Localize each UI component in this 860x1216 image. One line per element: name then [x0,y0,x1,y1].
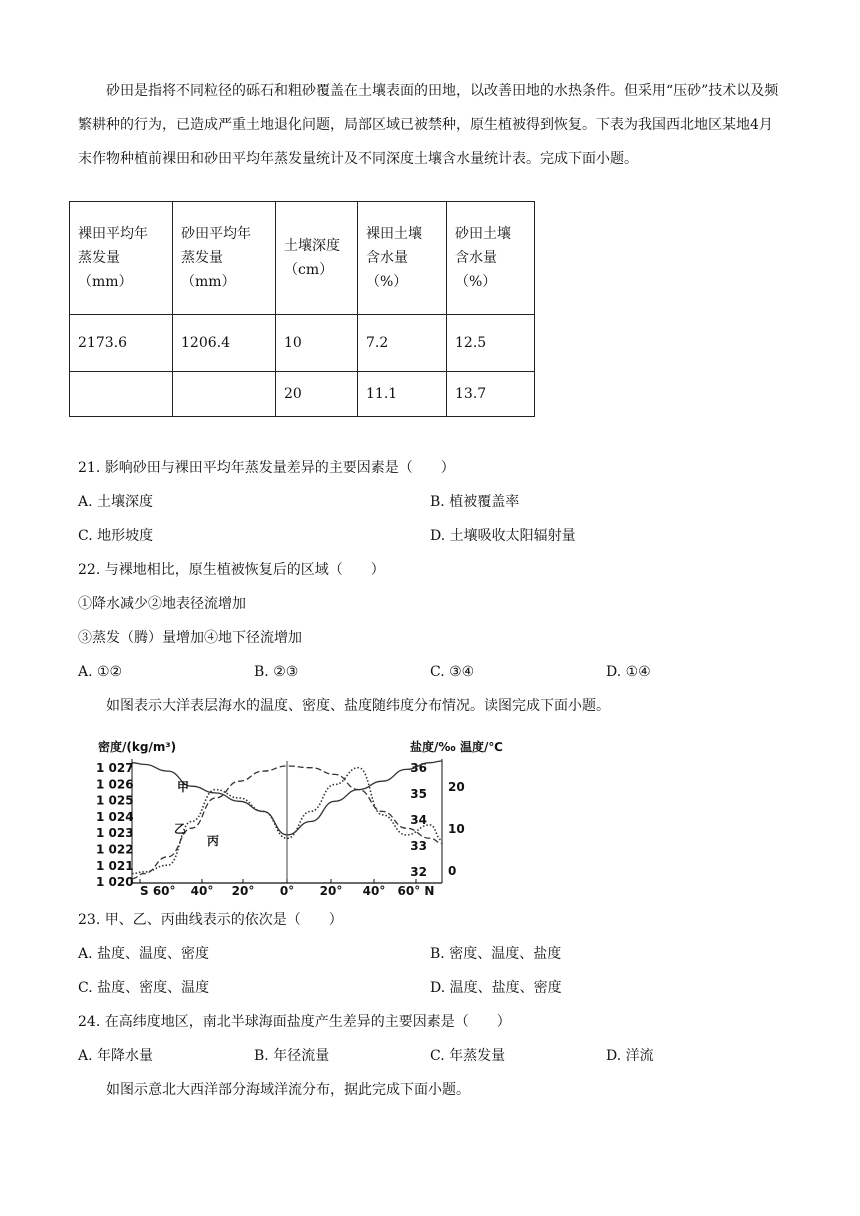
salinity-tick-label: 34 [410,813,427,827]
table-cell: 12.5 [447,315,535,372]
question-22-stem: 22. 与裸地相比，原生植被恢复后的区域（ ） [78,562,385,578]
question-21-option-b[interactable]: B. 植被覆盖率 [430,494,520,510]
passage-intro-text: 砂田是指将不同粒径的砾石和粗砂覆盖在土壤表面的田地，以改善田地的水热条件。但采用“压砂”技术以及频繁耕种的行为，已造成严重土地退化问题，局部区域已被禁种，原生植被得到恢复。下表为我国西北地区某地4月末作物种植前裸田和砂田平均年蒸发量统计及不同深度土壤含水量统计表。完成下面小题。 [78,83,779,167]
table-header-cell: 砂田平均年 蒸发量（mm） [173,202,276,315]
passage-intro [78,74,784,176]
question-22-line-2: ③蒸发（腾）量增加④地下径流增加 [78,630,302,646]
question-23-option-c[interactable]: C. 盐度、密度、温度 [78,980,210,996]
table-cell: 13.7 [447,372,535,417]
density-tick-label: 1 025 [96,793,134,808]
x-tick-label: 40° [362,884,386,898]
series-label-bing: 丙 [207,834,220,848]
table-cell: 7.2 [358,315,447,372]
salinity-tick-label: 35 [410,787,427,801]
table-cell [70,372,173,417]
temperature-axis-label: 温度/℃ [460,740,503,754]
table-cell: 1206.4 [173,315,276,372]
table-cell: 10 [276,315,358,372]
density-tick-label: 1 026 [96,777,134,792]
question-21-option-c[interactable]: C. 地形坡度 [78,528,154,544]
density-axis-label: 密度/(kg/m³) [98,740,177,754]
temperature-tick-label: 0 [448,864,457,878]
question-21-stem: 21. 影响砂田与裸田平均年蒸发量差异的主要因素是（ ） [78,460,455,476]
question-23-option-d[interactable]: D. 温度、盐度、密度 [430,980,562,996]
question-24-option-c[interactable]: C. 年蒸发量 [430,1048,506,1064]
series-label-jia: 甲 [177,780,190,794]
table-cell: 2173.6 [70,315,173,372]
question-24-option-a[interactable]: A. 年降水量 [78,1048,154,1064]
x-tick-label: 40° [190,884,214,898]
density-tick-label: 1 020 [96,875,134,890]
question-21-option-a[interactable]: A. 土壤深度 [78,494,154,510]
table-header-cell: 裸田土壤 含水量 （%） [358,202,447,315]
salinity-tick-label: 33 [410,839,427,853]
chart-intro: 如图表示大洋表层海水的温度、密度、盐度随纬度分布情况。读图完成下面小题。 [106,698,610,714]
question-24-stem: 24. 在高纬度地区，南北半球海面盐度产生差异的主要因素是（ ） [78,1014,511,1030]
salinity-tick-label: 32 [410,865,427,879]
question-21-option-d[interactable]: D. 土壤吸收太阳辐射量 [430,528,576,544]
question-23-stem: 23. 甲、乙、丙曲线表示的依次是（ ） [78,912,343,928]
question-24-option-b[interactable]: B. 年径流量 [254,1048,330,1064]
density-tick-label: 1 024 [96,809,134,824]
density-tick-label: 1 022 [96,842,134,857]
x-tick-label: S 60° [140,884,176,898]
temperature-tick-label: 20 [448,780,465,794]
x-tick-label: 20° [319,884,343,898]
x-tick-label: 0° [279,884,295,898]
x-tick-label: 20° [231,884,255,898]
salinity-axis-label: 盐度/‰ [410,740,456,754]
table-cell: 11.1 [358,372,447,417]
series-label-yi: 乙 [174,822,187,836]
table-header-cell: 裸田平均年 蒸发量（mm） [70,202,173,315]
question-22-option-a[interactable]: A. ①② [78,664,123,680]
table-cell [173,372,276,417]
density-tick-label: 1 021 [96,858,134,873]
density-tick-label: 1 027 [96,761,134,775]
x-tick-label: 60° N [397,884,435,898]
question-22-option-d[interactable]: D. ①④ [606,664,651,680]
table-cell: 20 [276,372,358,417]
table-row [70,372,535,417]
table-row [70,315,535,372]
question-23-option-a[interactable]: A. 盐度、温度、密度 [78,946,210,962]
question-22-option-c[interactable]: C. ③④ [430,664,475,680]
table-header-cell: 砂田土壤 含水量 （%） [447,202,535,315]
next-figure-intro: 如图示意北大西洋部分海域洋流分布，据此完成下面小题。 [106,1082,470,1098]
question-22-line-1: ①降水减少②地表径流增加 [78,596,246,612]
question-23-option-b[interactable]: B. 密度、温度、盐度 [430,946,562,962]
question-22-option-b[interactable]: B. ②③ [254,664,299,680]
ocean-profile-chart [92,737,503,898]
temperature-tick-label: 10 [448,822,465,836]
salinity-tick-label: 36 [410,761,427,775]
density-tick-label: 1 023 [96,826,134,841]
table-header-cell: 土壤深度 （cm） [276,202,358,315]
question-24-option-d[interactable]: D. 洋流 [606,1048,654,1064]
data-table [69,201,535,417]
